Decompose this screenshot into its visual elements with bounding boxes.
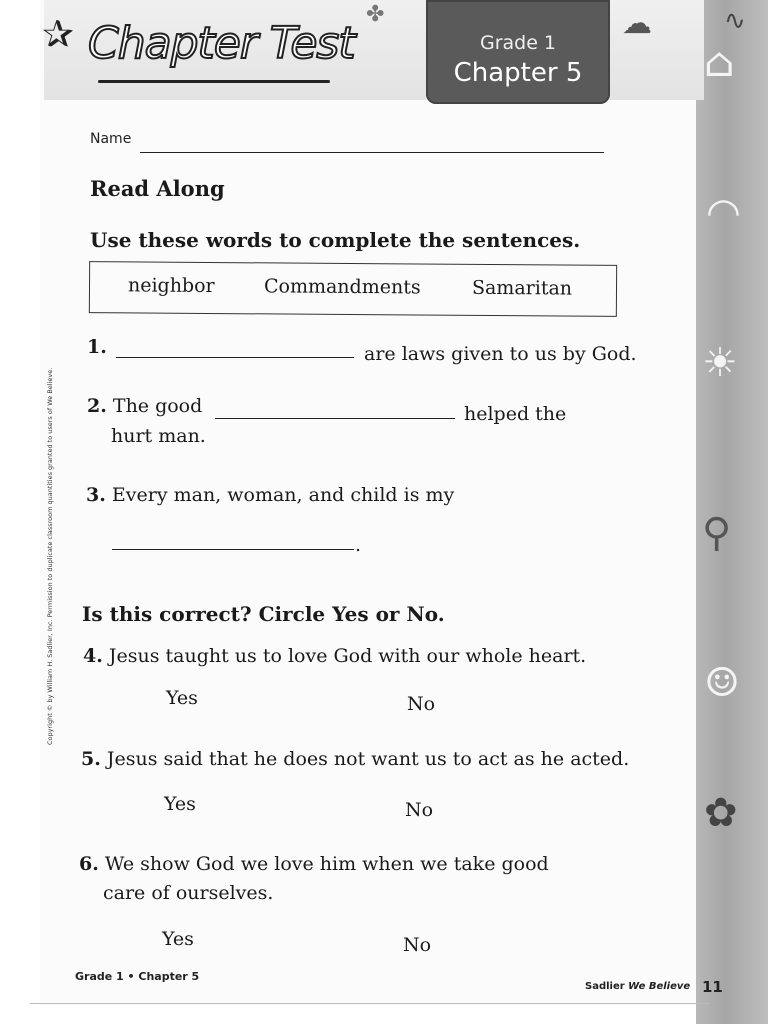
grade-chapter-tab — [426, 0, 610, 104]
answer-blank-3[interactable] — [112, 549, 354, 550]
word-bank-item: Samaritan — [471, 276, 573, 300]
question-3 — [86, 484, 454, 506]
section-heading-circle: Is this correct? Circle Yes or No. — [82, 602, 445, 626]
question-6-text: We show God we love him when we take good — [104, 853, 549, 875]
smiley-icon: ☺ — [704, 660, 740, 706]
question-2-text-start: The good — [112, 395, 203, 417]
question-6-text-cont: care of ourselves. — [103, 882, 274, 904]
series-name: We Believe — [628, 981, 691, 992]
answer-blank-1[interactable] — [116, 357, 354, 358]
question-1-text: are laws given to us by God. — [364, 343, 637, 365]
grade-label: Grade 1 — [479, 32, 557, 54]
page-number: 11 — [702, 978, 723, 996]
question-4-text: Jesus taught us to love God with our whole heart. — [108, 645, 587, 667]
question-1 — [87, 336, 107, 358]
instruction-text: Use these words to complete the sentences. — [90, 228, 581, 252]
publisher-name: Sadlier — [585, 981, 625, 992]
word-bank — [89, 261, 617, 317]
question-3-period: . — [355, 534, 362, 556]
flower-icon: ✿ — [704, 790, 738, 836]
name-label: Name — [90, 131, 132, 147]
chapter-label: Chapter 5 — [453, 58, 583, 88]
word-bank-item: Commandments — [263, 275, 421, 299]
word-bank-item: neighbor — [127, 274, 215, 298]
question-6 — [79, 853, 549, 875]
question-2-text-cont: hurt man. — [111, 425, 206, 447]
yes-option[interactable]: Yes — [164, 793, 196, 815]
question-3-text: Every man, woman, and child is my — [111, 484, 455, 506]
question-number: 1. — [87, 336, 107, 358]
no-option[interactable]: No — [407, 693, 436, 715]
question-number: 4. — [83, 645, 103, 667]
decorative-side-border — [696, 0, 768, 1024]
question-5 — [81, 748, 629, 770]
question-number: 6. — [79, 853, 99, 875]
title-underline — [98, 80, 330, 83]
rainbow-icon: ◠ — [706, 190, 741, 236]
name-field[interactable] — [140, 152, 604, 153]
page-title: Chapter Test — [88, 18, 355, 69]
question-5-text: Jesus said that he does not want us to act as he acted. — [106, 748, 630, 770]
footer-publisher — [585, 981, 690, 992]
question-2 — [87, 395, 202, 417]
star-icon: ✰ — [42, 12, 74, 56]
copyright-notice: Copyright © by William H. Sadlier, Inc. Permission to duplicate classroom quantities granted to users of We Believe. — [46, 367, 54, 745]
sun-icon: ☀ — [702, 340, 738, 386]
question-2-text-end: helped the — [464, 403, 567, 425]
cloud-icon: ☁ — [622, 6, 652, 41]
section-heading-read-along: Read Along — [90, 176, 225, 201]
question-number: 2. — [87, 395, 107, 417]
bug-icon: ✤ — [366, 2, 385, 27]
house-icon: ⌂ — [704, 40, 735, 86]
no-option[interactable]: No — [403, 934, 432, 956]
yes-option[interactable]: Yes — [162, 928, 194, 950]
spiral-icon: ∿ — [724, 6, 746, 36]
no-option[interactable]: No — [405, 799, 434, 821]
question-number: 5. — [81, 748, 101, 770]
footer-grade-chapter: Grade 1 • Chapter 5 — [75, 970, 200, 983]
answer-blank-2[interactable] — [215, 418, 455, 419]
question-number: 3. — [86, 484, 106, 506]
question-4 — [83, 645, 586, 667]
bicycle-icon: ⚲ — [702, 510, 732, 556]
bottom-rule — [30, 1003, 710, 1004]
yes-option[interactable]: Yes — [166, 687, 198, 709]
